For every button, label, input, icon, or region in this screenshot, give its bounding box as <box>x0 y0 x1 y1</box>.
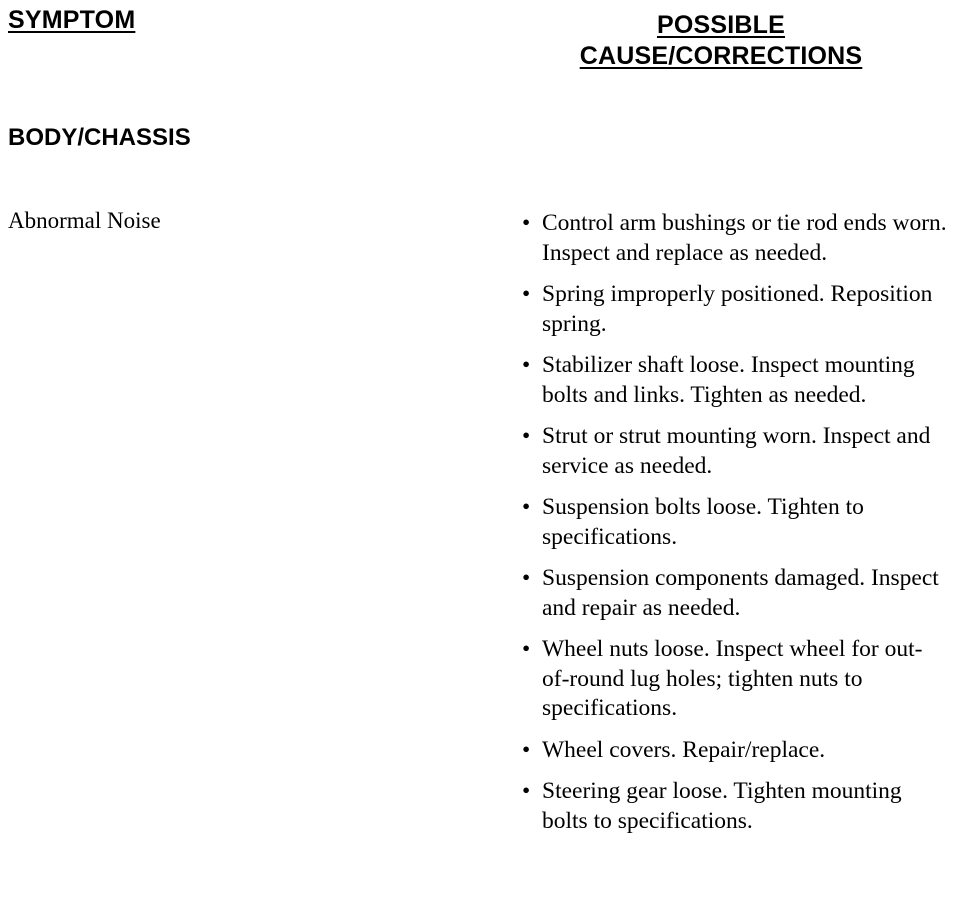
bullet-icon: • <box>522 636 531 662</box>
bullet-icon: • <box>522 352 531 378</box>
bullet-icon: • <box>522 565 531 591</box>
causes-column-header <box>540 10 902 72</box>
cause-text: Steering gear loose. Tighten mounting bolts to specifications. <box>542 778 902 834</box>
bullet-icon: • <box>522 736 531 763</box>
bullet-icon: • <box>522 778 531 804</box>
cause-item <box>520 209 948 268</box>
section-heading: BODY/CHASSIS <box>8 124 191 151</box>
cause-text: Stabilizer shaft loose. Inspect mounting bolts and links. Tighten as needed. <box>542 352 915 408</box>
cause-text: Suspension components damaged. Inspect and repair as needed. <box>542 565 939 621</box>
cause-item <box>520 493 948 552</box>
causes-header-line-2: CAUSE/CORRECTIONS <box>579 42 863 70</box>
cause-item <box>520 351 948 410</box>
cause-item <box>520 422 948 481</box>
bullet-icon: • <box>522 281 531 307</box>
bullet-icon: • <box>522 210 531 236</box>
cause-item <box>520 280 948 339</box>
cause-text: Control arm bushings or tie rod ends worn. Inspect and replace as needed. <box>542 210 947 266</box>
cause-item <box>520 777 948 836</box>
bullet-icon: • <box>522 423 531 449</box>
causes-list <box>520 209 948 848</box>
cause-item <box>520 736 948 766</box>
symptom-column-header: SYMPTOM <box>8 6 136 34</box>
cause-item <box>520 635 948 724</box>
bullet-icon: • <box>522 494 531 520</box>
symptom-label: Abnormal Noise <box>8 208 161 233</box>
cause-text: Strut or strut mounting worn. Inspect and service as needed. <box>542 423 931 479</box>
cause-text: Wheel covers. Repair/replace. <box>542 736 826 763</box>
cause-text: Wheel nuts loose. Inspect wheel for out-of-round lug holes; tighten nuts to specifications. <box>542 636 923 721</box>
causes-header-line-1: POSSIBLE <box>656 11 786 39</box>
cause-text: Spring improperly positioned. Reposition spring. <box>542 281 933 337</box>
cause-text: Suspension bolts loose. Tighten to specifications. <box>542 494 864 550</box>
cause-item <box>520 564 948 623</box>
